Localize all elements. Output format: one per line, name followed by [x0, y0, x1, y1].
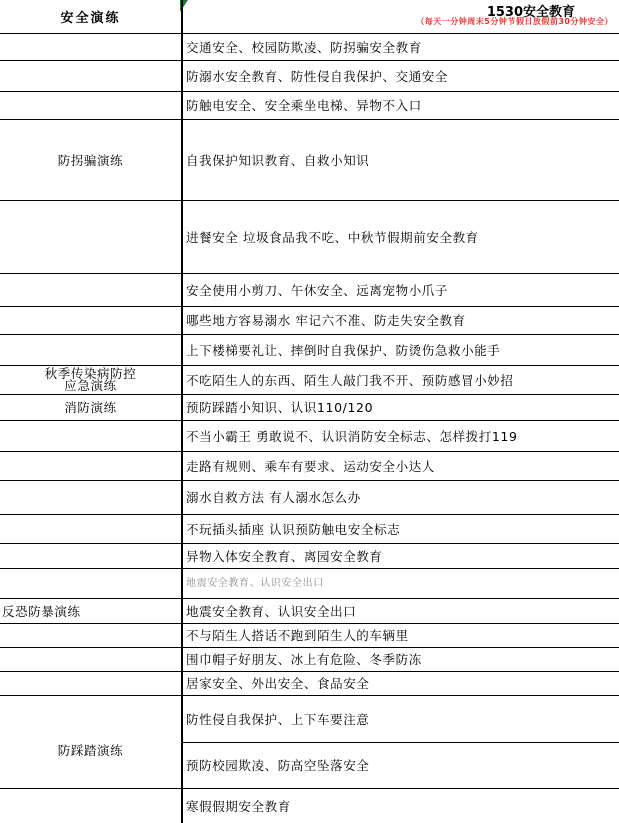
topic-cell: 哪些地方容易溺水 牢记六不准、防走失安全教育	[186, 313, 466, 328]
topic-cell: 不当小霸王 勇敢说不、认识消防安全标志、怎样拨打119	[186, 428, 518, 444]
topic-cell: 交通安全、校园防欺凌、防拐骗安全教育	[186, 39, 422, 55]
topic-cell: 异物入体安全教育、离园安全教育	[186, 548, 383, 564]
topic-cell: 预防踩踏小知识、认识110/120	[186, 400, 374, 415]
topic-cell: 防触电安全、安全乘坐电梯、异物不入口	[186, 98, 422, 113]
topic-cell: 不与陌生人搭话不跑到陌生人的车辆里	[186, 628, 409, 643]
drill-label-anti-stampede: 防踩踏演练	[57, 742, 124, 758]
topic-cell: 寒假假期安全教育	[186, 798, 291, 814]
topic-cell: 防溺水安全教育、防性侵自我保护、交通安全	[186, 68, 449, 84]
header-right-subtitle: （每天一分钟周末5分钟节假日放假前30分钟安全）	[416, 17, 613, 26]
topic-cell: 居家安全、外出安全、食品安全	[186, 676, 370, 691]
header-left-title: 安全演练	[60, 11, 121, 26]
drill-label-anti-abduction: 防拐骗演练	[57, 152, 124, 168]
topic-cell: 防性侵自我保护、上下车要注意	[186, 711, 370, 727]
topic-cell: 进餐安全 垃圾食品我不吃、中秋节假期前安全教育	[186, 229, 479, 245]
topic-cell: 不玩插头插座 认识预防触电安全标志	[186, 521, 401, 537]
topic-cell: 走路有规则、乘车有要求、运动安全小达人	[186, 458, 435, 474]
topic-cell: 溺水自救方法 有人溺水怎么办	[186, 490, 361, 505]
topic-cell: 围巾帽子好朋友、冰上有危险、冬季防冻	[186, 652, 422, 667]
topic-cell: 上下楼梯要礼让、摔倒时自我保护、防烫伤急救小能手	[186, 342, 501, 358]
topic-cell: 自我保护知识教育、自救小知识	[186, 152, 370, 168]
drill-label-anti-terror: 反恐防暴演练	[2, 603, 81, 619]
header-right-title: 1530安全教育	[486, 5, 575, 20]
column-divider	[181, 0, 183, 823]
header-right	[183, 0, 619, 33]
topic-cell-faint: 地震安全教育、认识安全出口	[186, 578, 324, 589]
drill-label-fire: 消防演练	[64, 400, 117, 415]
drill-label-infection-control: 秋季传染病防控 应急演练	[44, 366, 137, 393]
topic-cell: 预防校园欺凌、防高空坠落安全	[186, 758, 370, 773]
topic-cell: 不吃陌生人的东西、陌生人敲门我不开、预防感冒小妙招	[186, 372, 514, 388]
topic-cell: 安全使用小剪刀、午休安全、远离宠物小爪子	[186, 282, 449, 298]
topic-cell: 地震安全教育、认识安全出口	[186, 603, 357, 619]
